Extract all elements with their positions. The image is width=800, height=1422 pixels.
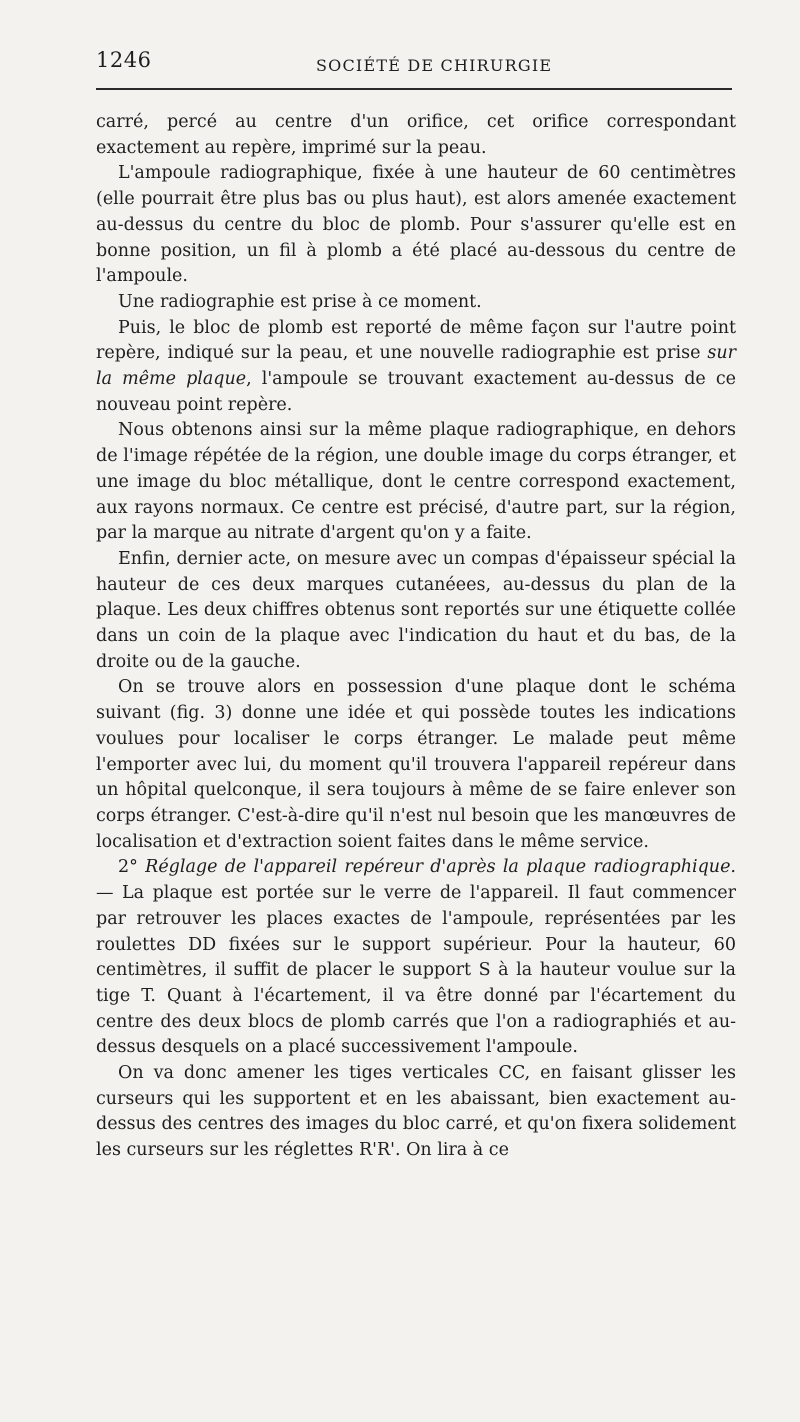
page-number: 1246: [96, 48, 152, 72]
paragraph-compas: Enfin, dernier acte, on mesure avec un compas d'épaisseur spécial la hauteur de ces deux marques cutanéees, au-dessus du plan de la plaque. Les deux chiffres obtenus sont reportés sur une étiquette collée dans un coin de la plaque avec l'indication du haut et du bas, de la droite ou de la gauche.: [96, 548, 736, 672]
paragraph-reglage: [96, 855, 736, 1061]
paragraph-double-image: Nous obtenons ainsi sur la même plaque radiographique, en dehors de l'image répétée de la région, une double image du corps étranger, et une image du bloc métallique, dont le centre correspond exactement, aux rayons normaux. Ce centre est précisé, d'autre part, sur la région, par la marque au nitrate d'argent qu'on y a faite.: [96, 420, 736, 544]
paragraph-continued: carré, percé au centre d'un orifice, cet orifice correspondant exactement au repère, imprimé sur la peau.: [96, 112, 736, 158]
header-divider: [96, 88, 732, 90]
paragraph-tiges: On va donc amener les tiges verticales CC, en faisant glisser les curseurs qui les supportent et en les abaissant, bien exactement au-dessus des centres des images du bloc carré, et qu'on fixera solidement les curseurs sur les réglettes R'R'. On lira à ce: [96, 1063, 736, 1161]
page-header: [96, 44, 736, 84]
paragraph-text: — La plaque est portée sur le verre de l'appareil. Il faut commencer par retrouver les places exactes de l'ampoule, représentées par les roulettes DD fixées sur le support supérieur. Pour la hauteur, 60 centimètres, il suffit de placer le support S à la hauteur voulue sur la tige T. Quant à l'écartement, il va être donné par l'écartement du centre des deux blocs de plomb carrés que l'on a radiographiés et au-dessus desquels on a placé successivement l'ampoule.: [96, 883, 736, 1058]
paragraph-schema: On se trouve alors en possession d'une plaque dont le schéma suivant (fig. 3) donne une idée et qui possède toutes les indications voulues pour localiser le corps étranger. Le malade peut même l'emporter avec lui, du moment qu'il trouvera l'appareil repéreur dans un hôpital quelconque, il sera toujours à même de se faire enlever son corps étranger. C'est-à-dire qu'il n'est nul besoin que les manœuvres de localisation et d'extraction soient faites dans le même service.: [96, 677, 736, 852]
paragraph-text: Puis, le bloc de plomb est reporté de même façon sur l'autre point repère, indiqué sur la peau, et une nouvelle radiographie est prise: [96, 317, 736, 364]
emphasis-text: sur la même plaque: [96, 343, 736, 390]
running-title: SOCIÉTÉ DE CHIRURGIE: [316, 56, 553, 75]
section-title: Réglage de l'appareil repéreur d'après la plaque radiographique.: [145, 857, 736, 878]
paragraph-text: , l'ampoule se trouvant exactement au-dessus de ce nouveau point repère.: [96, 369, 736, 415]
paragraph-bloc-reporte: [96, 316, 736, 419]
body-text: [96, 110, 736, 1164]
paragraph-radiographie: Une radiographie est prise à ce moment.: [118, 291, 482, 312]
paragraph-ampoule: L'ampoule radiographique, fixée à une hauteur de 60 centimètres (elle pourrait être plus bas ou plus haut), est alors amenée exactement au-dessus du centre du bloc de plomb. Pour s'assurer qu'elle est en bonne position, un fil à plomb a été placé au-dessous du centre de l'ampoule.: [96, 163, 736, 287]
section-number: 2°: [118, 857, 146, 878]
